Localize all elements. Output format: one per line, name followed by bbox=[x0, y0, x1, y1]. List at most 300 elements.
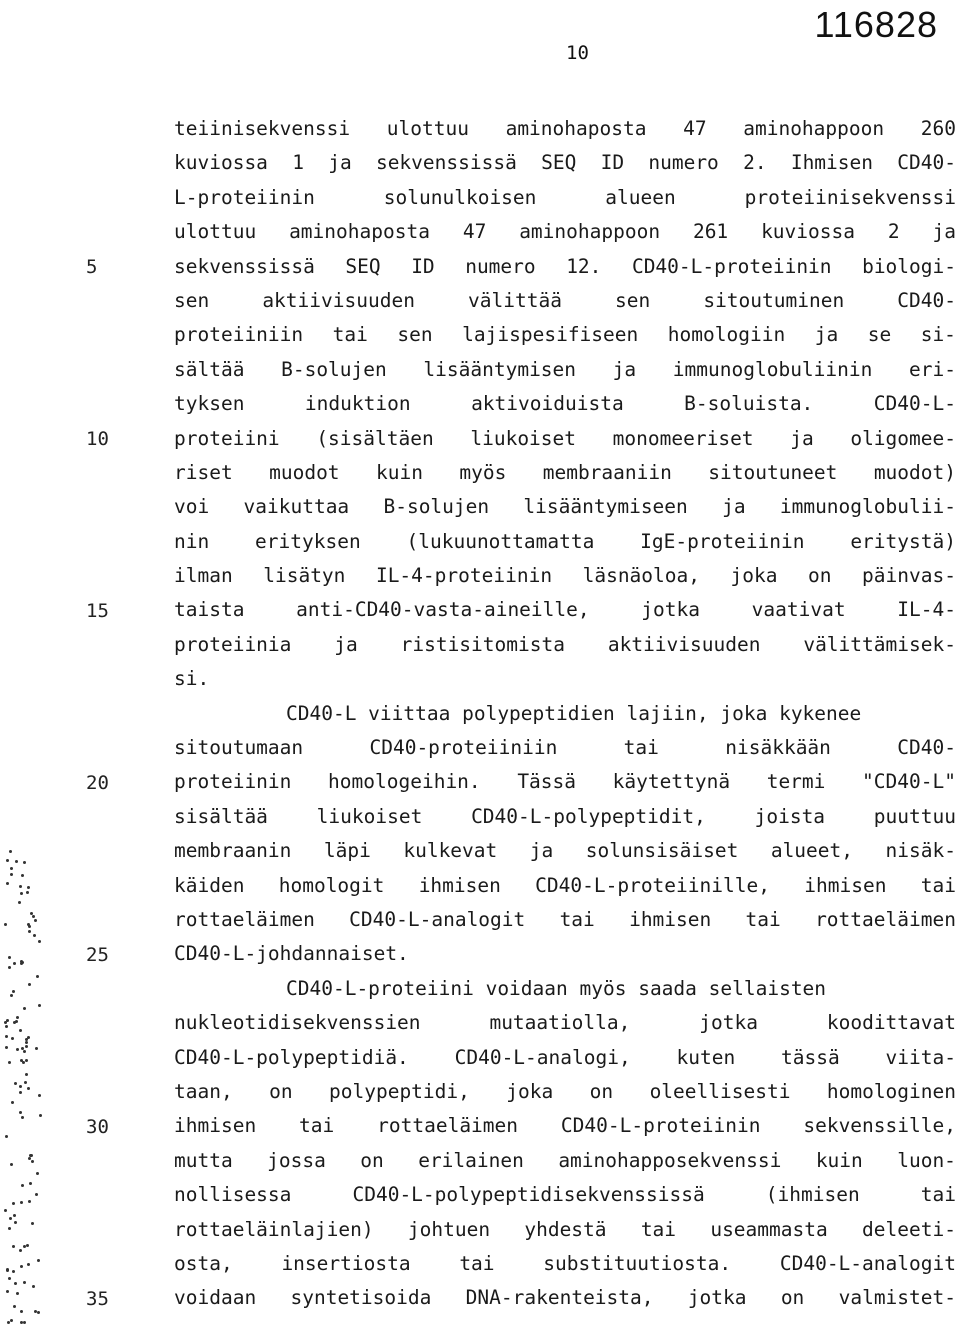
word: B-solujen bbox=[383, 495, 490, 519]
word: taista bbox=[174, 598, 245, 622]
word: useammasta bbox=[710, 1217, 828, 1241]
word: CD40- bbox=[897, 288, 956, 312]
word: CD40-proteiiniin bbox=[369, 736, 558, 760]
word: lajispesifiseen bbox=[462, 323, 639, 347]
word: tai bbox=[920, 873, 956, 897]
word: ja bbox=[722, 495, 746, 519]
margin-dot bbox=[19, 1029, 22, 1032]
margin-dot bbox=[10, 994, 13, 997]
text-line bbox=[174, 1247, 956, 1281]
word: kuten bbox=[676, 1045, 736, 1069]
word: 2 bbox=[887, 220, 900, 244]
word: sältää bbox=[174, 357, 245, 381]
text-line: CD40-L-proteiini voidaan myös saada sellaisten bbox=[286, 976, 827, 1000]
margin-dot bbox=[20, 1265, 23, 1268]
word: tyksen bbox=[174, 392, 245, 416]
word: eritystä) bbox=[850, 529, 956, 553]
text-line bbox=[174, 1281, 956, 1315]
word: päinvas- bbox=[862, 564, 956, 588]
word: tai bbox=[559, 907, 595, 931]
word: nukleotidisekvenssien bbox=[174, 1011, 421, 1035]
text-line bbox=[174, 1144, 956, 1178]
margin-dot bbox=[16, 1048, 19, 1051]
margin-dot bbox=[7, 1321, 10, 1324]
text-line bbox=[174, 456, 956, 490]
margin-dot bbox=[10, 867, 13, 870]
word: aminohapposekvenssi bbox=[558, 1148, 782, 1172]
word: solunulkoisen bbox=[383, 185, 537, 209]
word: muodot) bbox=[873, 460, 956, 484]
margin-dot bbox=[37, 1259, 40, 1262]
text-line bbox=[174, 353, 956, 387]
margin-dot bbox=[14, 1082, 17, 1085]
word: on bbox=[780, 1286, 805, 1310]
margin-dot bbox=[5, 1046, 8, 1049]
word: ID bbox=[600, 151, 625, 175]
text-line bbox=[174, 1213, 956, 1247]
margin-dot bbox=[20, 962, 23, 965]
word: tai bbox=[332, 323, 368, 347]
text-line bbox=[174, 284, 956, 318]
word: on bbox=[269, 1079, 293, 1103]
text-line bbox=[174, 318, 956, 352]
word: SEQ bbox=[541, 151, 577, 175]
word: ja bbox=[529, 839, 554, 863]
margin-dot bbox=[4, 923, 7, 926]
word: nisäk- bbox=[885, 839, 956, 863]
margin-dot bbox=[4, 1209, 7, 1212]
text-line bbox=[174, 1006, 956, 1040]
word: taan, bbox=[174, 1079, 233, 1103]
word: riset bbox=[174, 460, 233, 484]
word: IL-4-proteiinin bbox=[375, 564, 553, 588]
word: homologit bbox=[278, 873, 385, 897]
word: tässä bbox=[781, 1045, 840, 1069]
text-line bbox=[174, 1109, 956, 1143]
word: sen bbox=[397, 323, 433, 347]
word: Ihmisen bbox=[790, 151, 874, 175]
text-line bbox=[174, 146, 956, 180]
margin-dot bbox=[10, 1319, 13, 1322]
margin-dot bbox=[23, 1050, 26, 1053]
margin-dot bbox=[36, 975, 39, 978]
margin-dot bbox=[13, 962, 16, 965]
word: ihmisen bbox=[629, 907, 712, 931]
margin-dot bbox=[6, 859, 9, 862]
margin-dot bbox=[19, 1085, 22, 1088]
margin-dot bbox=[5, 1135, 8, 1138]
text-line bbox=[174, 903, 956, 937]
word: nollisessa bbox=[174, 1183, 292, 1207]
word: jotka bbox=[699, 1011, 758, 1035]
word: proteiini bbox=[174, 426, 280, 450]
margin-dot bbox=[39, 1114, 42, 1117]
text-line bbox=[174, 215, 956, 249]
word: läsnäoloa, bbox=[582, 564, 700, 588]
word: muodot bbox=[269, 460, 340, 484]
word: proteiinisekvenssi bbox=[744, 185, 956, 209]
word: alueet, bbox=[770, 839, 854, 863]
word: johtuen bbox=[407, 1217, 491, 1241]
margin-dot bbox=[38, 940, 41, 943]
margin-dot bbox=[20, 1201, 23, 1204]
text-line bbox=[174, 181, 956, 215]
margin-dot bbox=[15, 860, 18, 863]
text-line bbox=[174, 422, 956, 456]
word: joka bbox=[506, 1079, 554, 1103]
margin-dot bbox=[27, 886, 30, 889]
word: läpi bbox=[323, 839, 371, 863]
word: Tässä bbox=[517, 770, 577, 794]
word: alueen bbox=[605, 185, 676, 209]
margin-dot bbox=[13, 1021, 16, 1024]
word: aminohappoon bbox=[519, 220, 661, 244]
word: ja bbox=[814, 323, 839, 347]
margin-dot-pattern bbox=[4, 850, 44, 1330]
word: CD40-L-polypeptidit, bbox=[471, 804, 706, 828]
word: luon- bbox=[897, 1148, 956, 1172]
margin-dot bbox=[37, 1311, 40, 1314]
word: koodittavat bbox=[826, 1011, 956, 1035]
word: insertiosta bbox=[281, 1251, 411, 1275]
word: kuin bbox=[815, 1148, 863, 1172]
text-line bbox=[174, 593, 956, 627]
word: syntetisoida bbox=[290, 1286, 432, 1310]
word: rottaeläimen bbox=[174, 907, 315, 931]
word: anti-CD40-vasta-aineille, bbox=[296, 598, 590, 622]
margin-dot bbox=[36, 1172, 39, 1175]
word: numero bbox=[648, 151, 719, 175]
margin-dot bbox=[23, 1321, 26, 1324]
word: voi bbox=[174, 495, 210, 519]
margin-dot bbox=[26, 891, 29, 894]
margin-dot bbox=[19, 1111, 22, 1114]
margin-dot bbox=[18, 901, 21, 904]
word: sen bbox=[615, 288, 651, 312]
margin-dot bbox=[10, 1163, 13, 1166]
margin-dot bbox=[38, 1094, 41, 1097]
word: on bbox=[808, 564, 832, 588]
margin-dot bbox=[9, 1217, 12, 1220]
word: sitoutuneet bbox=[708, 460, 838, 484]
word: liukoiset bbox=[316, 804, 423, 828]
word: ihmisen bbox=[174, 1114, 257, 1138]
word: CD40-L-analogit bbox=[349, 907, 526, 931]
margin-dot bbox=[19, 1249, 22, 1252]
word: sisältää bbox=[174, 804, 268, 828]
word: rottaeläimen bbox=[815, 907, 956, 931]
word: sitoutumaan bbox=[174, 736, 304, 760]
word: ja bbox=[790, 426, 814, 450]
margin-dot bbox=[24, 1081, 27, 1084]
word: (sisältäen bbox=[316, 426, 434, 450]
word: 47 bbox=[683, 117, 707, 140]
word: jotka bbox=[641, 598, 700, 622]
margin-dot bbox=[23, 1281, 26, 1284]
word: CD40-L-proteiinin bbox=[631, 254, 832, 278]
text-line bbox=[174, 834, 956, 868]
word: ja bbox=[612, 357, 637, 381]
word: välittämisek- bbox=[803, 632, 956, 656]
margin-dot bbox=[12, 1270, 15, 1273]
word: immunoglobulii- bbox=[779, 495, 956, 519]
word: CD40- bbox=[897, 151, 956, 175]
word: viita- bbox=[885, 1045, 956, 1069]
line-number: 25 bbox=[86, 943, 109, 966]
word: eri- bbox=[909, 357, 956, 381]
word: lisääntymiseen bbox=[523, 495, 688, 519]
margin-dot bbox=[11, 1101, 14, 1104]
word: oligomee- bbox=[850, 426, 956, 450]
line-number: 5 bbox=[86, 255, 98, 278]
margin-dot bbox=[21, 874, 24, 877]
word: joka bbox=[730, 564, 778, 588]
word: aminohappoon bbox=[743, 117, 885, 140]
word: ihmisen bbox=[418, 873, 501, 897]
text-line bbox=[174, 250, 956, 284]
margin-dot bbox=[25, 1038, 28, 1041]
word: osta, bbox=[174, 1251, 233, 1275]
word: oleellisesti bbox=[649, 1079, 791, 1103]
word: biologi- bbox=[862, 254, 956, 278]
margin-dot bbox=[21, 1184, 24, 1187]
word: tai bbox=[459, 1251, 495, 1275]
margin-dot bbox=[6, 882, 9, 885]
margin-dot bbox=[13, 1214, 16, 1217]
margin-dot bbox=[20, 1321, 23, 1324]
word: vaikuttaa bbox=[243, 495, 350, 519]
margin-dot bbox=[28, 983, 31, 986]
word: ulottuu bbox=[174, 220, 257, 244]
margin-dot bbox=[20, 1310, 23, 1313]
word: se bbox=[867, 323, 892, 347]
word: DNA-rakenteista, bbox=[465, 1286, 654, 1310]
word: sen bbox=[174, 288, 210, 312]
word: lisätyn bbox=[263, 564, 346, 588]
word: aminohaposta bbox=[289, 220, 430, 244]
margin-dot bbox=[14, 1221, 17, 1224]
word: B-solujen bbox=[281, 357, 387, 381]
margin-dot bbox=[38, 1004, 41, 1007]
margin-dot bbox=[14, 1282, 17, 1285]
word: valmistet- bbox=[838, 1286, 956, 1310]
word: CD40-L-analogi, bbox=[454, 1045, 631, 1069]
margin-dot bbox=[31, 1160, 34, 1163]
word: rottaeläimen bbox=[377, 1114, 519, 1138]
margin-dot bbox=[16, 1016, 19, 1019]
margin-dot bbox=[8, 1061, 11, 1064]
line-number: 10 bbox=[86, 427, 109, 450]
text-line: CD40-L-johdannaiset. bbox=[174, 942, 409, 966]
margin-dot bbox=[12, 1245, 15, 1248]
word: myös bbox=[459, 460, 507, 484]
margin-dot bbox=[27, 923, 30, 926]
margin-dot bbox=[16, 1292, 19, 1295]
margin-dot bbox=[23, 861, 26, 864]
margin-dot bbox=[20, 892, 23, 895]
text-line bbox=[174, 800, 956, 834]
word: ihmisen bbox=[804, 873, 887, 897]
word: IgE-proteiinin bbox=[640, 529, 805, 553]
margin-dot bbox=[9, 850, 12, 853]
word: 260 bbox=[920, 117, 956, 140]
text-line: si. bbox=[174, 667, 210, 691]
word: nin bbox=[174, 529, 210, 553]
margin-dot bbox=[12, 990, 15, 993]
text-line bbox=[174, 628, 956, 662]
margin-dot bbox=[25, 1045, 28, 1048]
word: voidaan bbox=[174, 1286, 257, 1310]
word: sitoutuminen bbox=[703, 288, 845, 312]
word: B-soluista. bbox=[684, 392, 814, 416]
margin-dot bbox=[19, 1091, 22, 1094]
word: sekvenssissä bbox=[375, 151, 517, 175]
word: käiden bbox=[174, 873, 245, 897]
text-line bbox=[174, 112, 956, 146]
word: aktiivisuuden bbox=[607, 632, 761, 656]
word: erityksen bbox=[255, 529, 361, 553]
word: CD40-L-polypeptidisekvenssissä bbox=[352, 1183, 705, 1207]
word: 12. bbox=[566, 254, 602, 278]
word: substituutiosta. bbox=[543, 1251, 732, 1275]
word: immunoglobuliinin bbox=[672, 357, 873, 381]
margin-dot bbox=[34, 1310, 37, 1313]
word: yhdestä bbox=[524, 1217, 607, 1241]
line-number: 30 bbox=[86, 1115, 109, 1138]
word: CD40-L-proteiinille, bbox=[535, 873, 770, 897]
word: vaativat bbox=[751, 598, 846, 622]
margin-dot bbox=[31, 1222, 34, 1225]
word: ja bbox=[334, 632, 358, 656]
word: erilainen bbox=[418, 1148, 524, 1172]
word: solunsisäiset bbox=[585, 839, 739, 863]
word: on bbox=[589, 1079, 614, 1103]
word: L-proteiinin bbox=[174, 185, 315, 209]
word: nisäkkään bbox=[725, 736, 831, 760]
word: ja bbox=[932, 220, 956, 244]
text-line: CD40-L viittaa polypeptidien lajiin, joka kykenee bbox=[286, 701, 862, 725]
word: si- bbox=[920, 323, 956, 347]
word: SEQ bbox=[345, 254, 381, 278]
margin-dot bbox=[22, 1061, 25, 1064]
word: kuin bbox=[375, 460, 423, 484]
word: polypeptidi, bbox=[329, 1079, 470, 1103]
word: membraanin bbox=[174, 839, 292, 863]
margin-dot bbox=[26, 1244, 29, 1247]
margin-dot bbox=[27, 1263, 30, 1266]
text-line bbox=[174, 765, 956, 799]
text-line bbox=[174, 387, 956, 421]
word: proteiiniin bbox=[174, 323, 304, 347]
text-line bbox=[174, 525, 956, 559]
word: sekvenssissä bbox=[174, 254, 315, 278]
word: "CD40-L" bbox=[862, 770, 956, 794]
margin-dot bbox=[12, 1202, 15, 1205]
margin-dot bbox=[35, 1047, 38, 1050]
word: joista bbox=[754, 804, 826, 828]
line-number: 35 bbox=[86, 1287, 109, 1310]
page-number: 10 bbox=[566, 42, 589, 64]
word: on bbox=[360, 1148, 384, 1172]
margin-dot bbox=[28, 930, 31, 933]
word: liukoiset bbox=[470, 426, 577, 450]
text-line bbox=[174, 1075, 956, 1109]
margin-dot bbox=[8, 966, 11, 969]
margin-dot bbox=[34, 919, 37, 922]
word: CD40- bbox=[897, 736, 956, 760]
margin-dot bbox=[29, 1182, 32, 1185]
margin-dot bbox=[35, 1193, 38, 1196]
margin-dot bbox=[25, 1059, 28, 1062]
word: (lukuunottamatta bbox=[406, 529, 595, 553]
margin-dot bbox=[25, 1041, 28, 1044]
margin-dot bbox=[33, 934, 36, 937]
word: monomeeriset bbox=[612, 426, 754, 450]
margin-dot bbox=[29, 1154, 32, 1157]
word: 47 bbox=[462, 220, 487, 244]
word: tai bbox=[299, 1114, 335, 1138]
margin-dot bbox=[23, 1007, 26, 1010]
margin-dot bbox=[5, 1035, 8, 1038]
margin-dot bbox=[28, 1157, 31, 1160]
word: puuttuu bbox=[873, 804, 956, 828]
word: CD40-L-proteiinin bbox=[560, 1114, 761, 1138]
word: ilman bbox=[174, 564, 233, 588]
margin-dot bbox=[32, 915, 35, 918]
word: 261 bbox=[692, 220, 729, 244]
word: käytettynä bbox=[612, 770, 731, 794]
word: membraaniin bbox=[542, 460, 672, 484]
patent-number: 116828 bbox=[814, 4, 938, 45]
word: jotka bbox=[687, 1286, 747, 1310]
word: CD40-L- bbox=[873, 392, 956, 416]
margin-dot bbox=[6, 1290, 9, 1293]
word: homologiin bbox=[667, 323, 786, 347]
word: ja bbox=[328, 151, 352, 175]
margin-dot bbox=[32, 1285, 35, 1288]
document-body bbox=[174, 112, 956, 1316]
line-number: 15 bbox=[86, 599, 109, 622]
word: kuviossa bbox=[761, 220, 855, 244]
margin-dot bbox=[13, 1305, 16, 1308]
word: ulottuu bbox=[386, 117, 469, 140]
word: numero bbox=[465, 254, 536, 278]
word: tai bbox=[623, 736, 659, 760]
word: ristisitomista bbox=[400, 632, 565, 656]
text-line bbox=[174, 731, 956, 765]
word: jossa bbox=[267, 1148, 326, 1172]
word: induktion bbox=[304, 392, 411, 416]
word: lisääntymisen bbox=[423, 357, 577, 381]
text-line bbox=[174, 869, 956, 903]
margin-dot bbox=[21, 1116, 24, 1119]
word: homologeihin. bbox=[328, 770, 481, 794]
word: CD40-L-analogit bbox=[779, 1251, 956, 1275]
margin-dot bbox=[11, 1037, 14, 1040]
word: (ihmisen bbox=[765, 1183, 860, 1207]
word: mutaatiolla, bbox=[489, 1011, 631, 1035]
word: deleeti- bbox=[862, 1217, 956, 1241]
word: teiinisekvenssi bbox=[174, 117, 351, 140]
margin-dot bbox=[10, 873, 13, 876]
word: aktiivisuuden bbox=[262, 288, 415, 312]
margin-dot bbox=[6, 1269, 9, 1272]
word: tai bbox=[745, 907, 781, 931]
margin-dot bbox=[28, 1200, 31, 1203]
word: rottaeläinlajien) bbox=[174, 1217, 374, 1241]
text-line bbox=[174, 559, 956, 593]
margin-dot bbox=[25, 1073, 28, 1076]
